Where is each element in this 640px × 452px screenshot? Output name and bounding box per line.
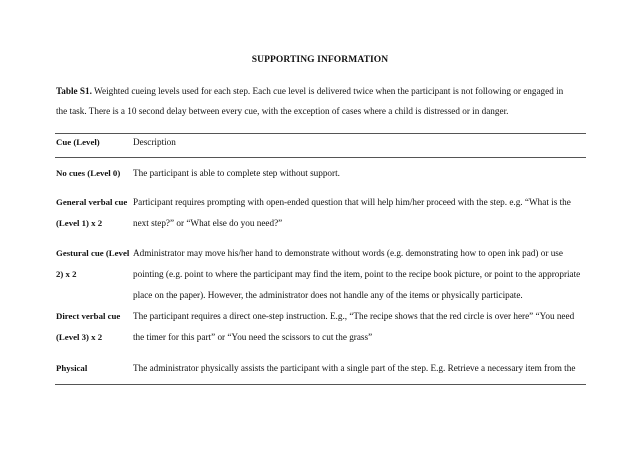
column-header-cue: Cue (Level) bbox=[56, 137, 100, 147]
table-caption bbox=[56, 81, 576, 121]
table-row-cue: Direct verbal cue (Level 3) x 2 bbox=[56, 311, 121, 342]
table-row-description: The participant requires a direct one-step instruction. E.g., “The recipe shows that the red circle is over here” “You need the timer for this part” or “You need the scissors to cut the grass” bbox=[133, 311, 575, 342]
table-row-cue: Physical bbox=[56, 363, 88, 373]
table-row-description: Participant requires prompting with open-ended question that will help him/her proceed with the step. e.g. “What is the next step?” or “What else do you need?” bbox=[133, 197, 571, 228]
table-row-description: The participant is able to complete step without support. bbox=[133, 168, 340, 178]
table-row-cue: No cues (Level 0) bbox=[56, 168, 121, 178]
column-header-description: Description bbox=[133, 137, 176, 147]
table-bottom-rule bbox=[55, 384, 586, 385]
table-row-cue: General verbal cue (Level 1) x 2 bbox=[56, 197, 128, 228]
table-row-description: The administrator physically assists the participant with a single part of the step. E.g. Retrieve a necessary item from the bbox=[133, 363, 576, 373]
page-heading: SUPPORTING INFORMATION bbox=[251, 55, 389, 65]
table-row-description: Administrator may move his/her hand to demonstrate without words (e.g. demonstrating how to open ink pad) or use pointing (e.g. point to where the participant may find the item, point to the recipe book picture, or point to the appropriate place on the paper). However, the administrator does not handle any of the items or physically participate. bbox=[133, 248, 581, 300]
header-rule bbox=[55, 157, 586, 158]
table-label: Table S1. bbox=[56, 86, 92, 96]
caption-text: Weighted cueing levels used for each step. Each cue level is delivered twice when the participant is not following or engaged in the task. There is a 10 second delay between every cue, with the exception of cases where a child is distressed or in danger. bbox=[56, 86, 564, 116]
table-row-cue: Gestural cue (Level 2) x 2 bbox=[56, 248, 130, 279]
